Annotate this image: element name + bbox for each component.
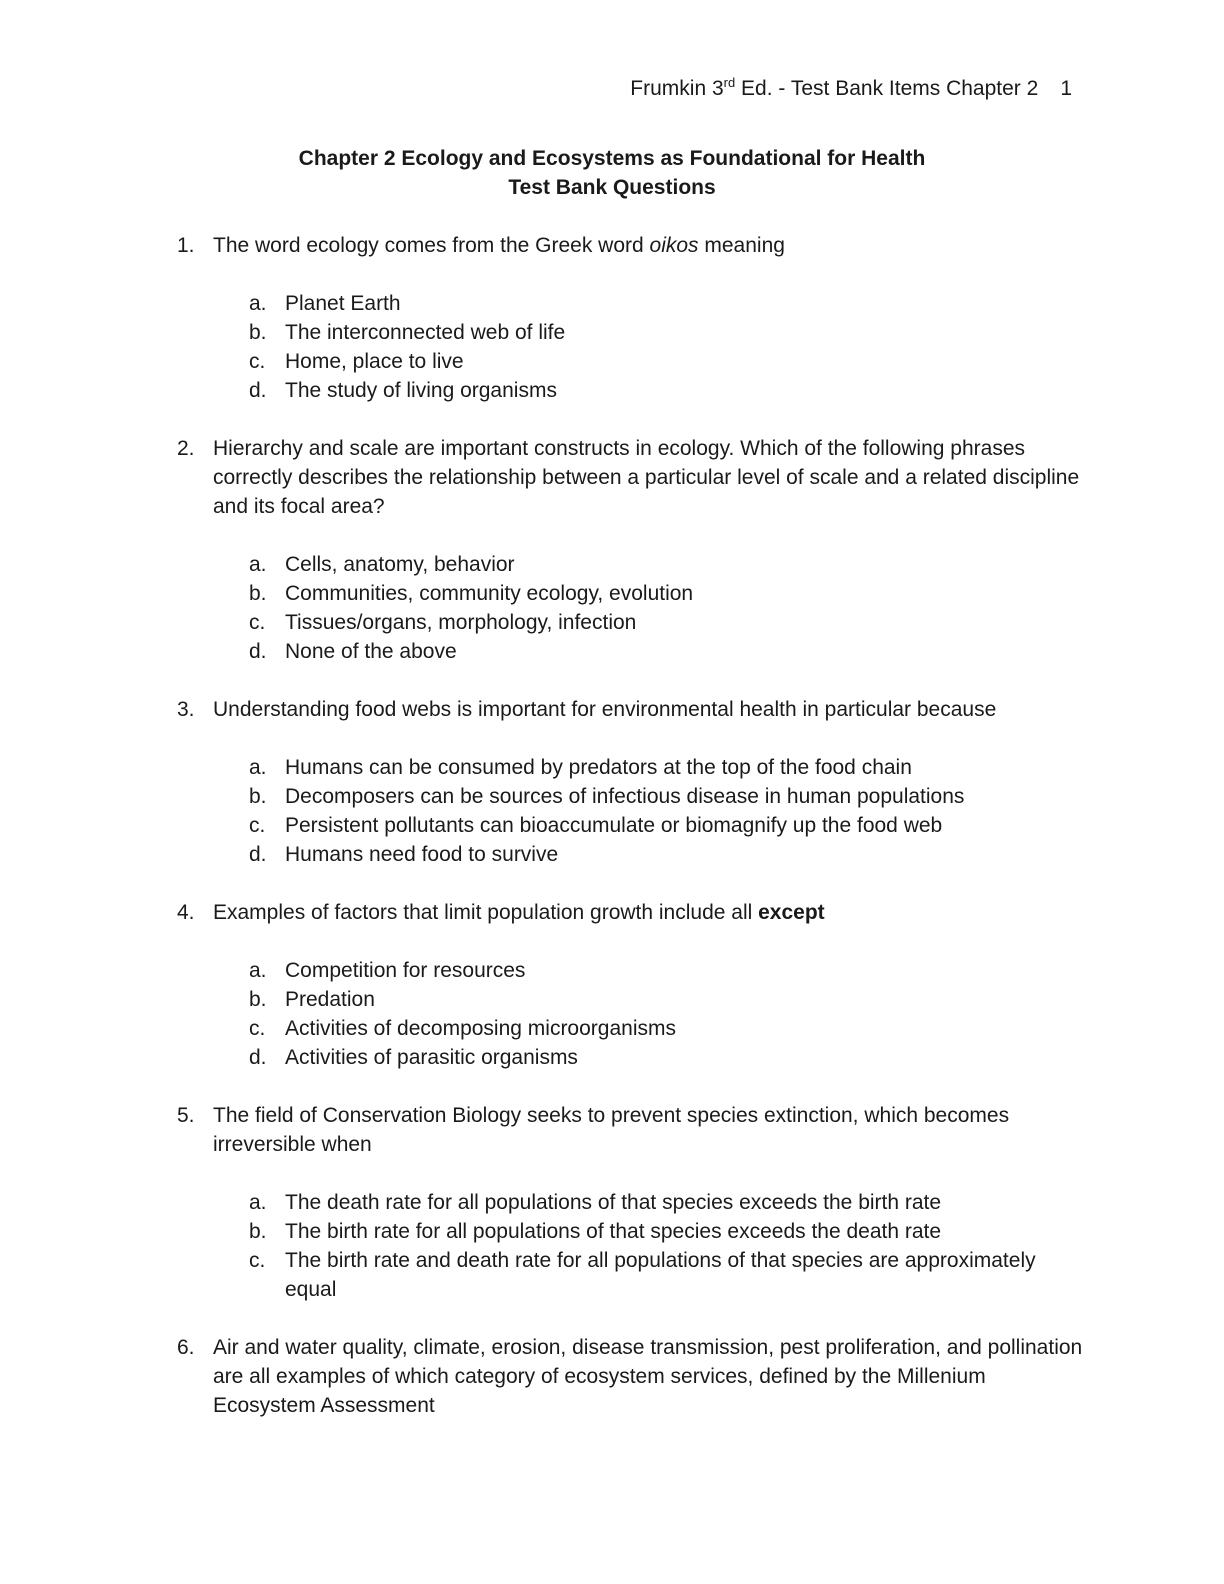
option-text: The interconnected web of life	[285, 321, 566, 344]
answer-option	[213, 1217, 1083, 1246]
option-letter: a.	[249, 1191, 267, 1214]
header-text: Frumkin 3	[630, 77, 724, 100]
header-superscript: rd	[723, 75, 736, 90]
answer-option	[213, 550, 1083, 579]
question-list	[177, 231, 1083, 1449]
option-letter: d.	[249, 379, 267, 402]
question-number: 3.	[177, 698, 195, 721]
question-stem	[177, 1333, 1083, 1420]
option-text: Humans need food to survive	[285, 843, 559, 866]
answer-option	[213, 347, 1083, 376]
option-text: Competition for resources	[285, 959, 526, 982]
option-text: The birth rate and death rate for all populations of that species are approximately equal	[285, 1249, 1036, 1301]
option-letter: d.	[249, 843, 267, 866]
option-letter: c.	[249, 1017, 266, 1040]
stem-text: Air and water quality, climate, erosion, disease transmission, pest proliferation, and pollination are all examples of which category of ecosystem services, defined by the Millenium Ecosystem Assessment	[213, 1336, 1083, 1417]
question-number: 6.	[177, 1336, 195, 1359]
stem-text: The field of Conservation Biology seeks to prevent species extinction, which becomes irreversible when	[213, 1104, 1010, 1156]
stem-italic-term: oikos	[649, 234, 699, 257]
option-text: Cells, anatomy, behavior	[285, 553, 515, 576]
answer-option	[213, 376, 1083, 405]
title-line-2: Test Bank Questions	[508, 176, 716, 199]
option-letter: b.	[249, 582, 267, 605]
option-text: Activities of decomposing microorganisms	[285, 1017, 676, 1040]
question-number: 4.	[177, 901, 195, 924]
question-number: 1.	[177, 234, 195, 257]
question-3	[177, 695, 1083, 869]
answer-option	[213, 1188, 1083, 1217]
option-letter: b.	[249, 785, 267, 808]
option-text: The study of living organisms	[285, 379, 557, 402]
page-header	[630, 74, 1072, 103]
answer-option	[213, 1043, 1083, 1072]
option-letter: a.	[249, 292, 267, 315]
option-letter: b.	[249, 988, 267, 1011]
question-stem	[177, 695, 1083, 724]
header-text-after: Ed. - Test Bank Items Chapter 2	[735, 77, 1039, 100]
answer-option	[213, 840, 1083, 869]
answer-options	[213, 289, 1083, 405]
title-line-1: Chapter 2 Ecology and Ecosystems as Foundational for Health	[298, 147, 926, 170]
stem-text: Examples of factors that limit population growth include all	[213, 901, 759, 924]
page-number: 1	[1060, 77, 1072, 100]
question-6	[177, 1333, 1083, 1420]
question-stem	[177, 434, 1083, 521]
option-letter: a.	[249, 553, 267, 576]
answer-options	[213, 1188, 1083, 1304]
option-text: Decomposers can be sources of infectious disease in human populations	[285, 785, 965, 808]
answer-options	[213, 753, 1083, 869]
answer-option	[213, 811, 1083, 840]
option-letter: c.	[249, 611, 266, 634]
stem-text: The word ecology comes from the Greek word	[213, 234, 650, 257]
option-letter: b.	[249, 1220, 267, 1243]
question-4	[177, 898, 1083, 1072]
stem-bold-term: except	[758, 901, 825, 924]
question-2	[177, 434, 1083, 666]
question-number: 2.	[177, 437, 195, 460]
answer-option	[213, 637, 1083, 666]
question-number: 5.	[177, 1104, 195, 1127]
answer-option	[213, 289, 1083, 318]
document-title	[0, 144, 1224, 202]
option-letter: c.	[249, 1249, 266, 1272]
option-letter: d.	[249, 1046, 267, 1069]
option-letter: d.	[249, 640, 267, 663]
question-1	[177, 231, 1083, 405]
stem-text: Understanding food webs is important for environmental health in particular because	[213, 698, 997, 721]
option-text: The death rate for all populations of that species exceeds the birth rate	[285, 1191, 942, 1214]
option-text: Predation	[285, 988, 375, 1011]
stem-text: Hierarchy and scale are important constructs in ecology. Which of the following phrases correctly describes the relationship between a particular level of scale and a related discipline and its focal area?	[213, 437, 1080, 518]
answer-option	[213, 782, 1083, 811]
option-text: None of the above	[285, 640, 457, 663]
answer-option	[213, 753, 1083, 782]
answer-option	[213, 318, 1083, 347]
answer-options	[213, 550, 1083, 666]
option-text: Humans can be consumed by predators at the top of the food chain	[285, 756, 912, 779]
answer-option	[213, 1014, 1083, 1043]
answer-option	[213, 579, 1083, 608]
answer-option	[213, 985, 1083, 1014]
stem-text-end: meaning	[698, 234, 785, 257]
option-text: Home, place to live	[285, 350, 464, 373]
question-5	[177, 1101, 1083, 1304]
question-stem	[177, 231, 1083, 260]
option-text: Persistent pollutants can bioaccumulate or biomagnify up the food web	[285, 814, 943, 837]
answer-option	[213, 608, 1083, 637]
option-text: Communities, community ecology, evolution	[285, 582, 694, 605]
answer-options	[213, 956, 1083, 1072]
option-letter: c.	[249, 814, 266, 837]
option-text: Tissues/organs, morphology, infection	[285, 611, 637, 634]
option-letter: b.	[249, 321, 267, 344]
option-text: The birth rate for all populations of that species exceeds the death rate	[285, 1220, 942, 1243]
question-stem	[177, 1101, 1083, 1159]
option-text: Planet Earth	[285, 292, 401, 315]
option-letter: c.	[249, 350, 266, 373]
answer-option	[213, 956, 1083, 985]
option-letter: a.	[249, 959, 267, 982]
question-stem	[177, 898, 1083, 927]
option-letter: a.	[249, 756, 267, 779]
option-text: Activities of parasitic organisms	[285, 1046, 578, 1069]
answer-option	[213, 1246, 1083, 1304]
